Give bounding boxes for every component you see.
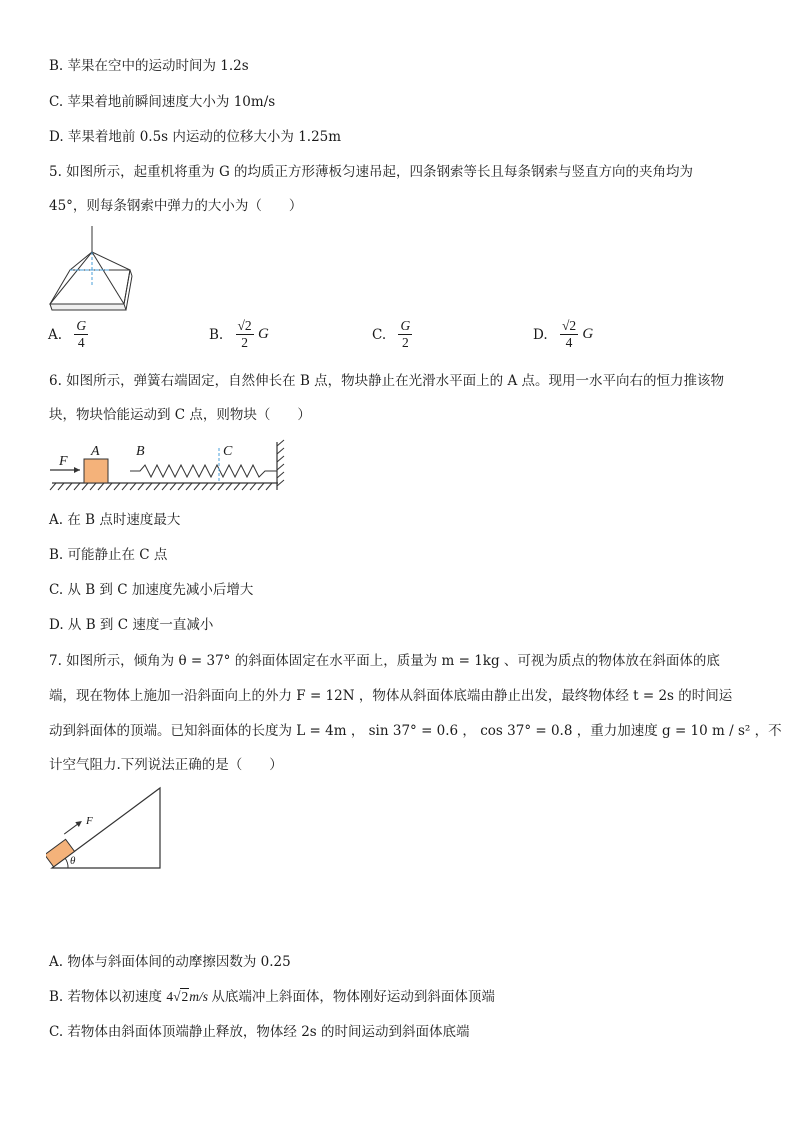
denominator: 2 [241,335,248,350]
numerator: G [76,318,87,333]
suffix-symbol: G [257,326,269,342]
point-b-label: B [136,444,145,459]
q6-option-b: B. 可能静止在 C 点 [49,547,168,563]
q5-stem-line1: 5. 如图所示，起重机将重为 G 的均质正方形薄板匀速吊起，四条钢索等长且每条钢索与竖直方向的夹角均为 [49,164,694,180]
fraction [398,318,412,351]
wall-hatch [277,440,284,486]
q7-option-c: C. 若物体由斜面体顶端静止释放，物体经 2s 的时间运动到斜面体底端 [49,1024,470,1040]
numerator: √2 [237,318,252,333]
spring-block-figure [46,436,296,494]
q4-option-c: C. 苹果着地前瞬间速度大小为 10m/s [49,94,276,110]
fraction [74,318,88,351]
q5-option-d [533,318,593,351]
point-c-label: C [223,444,233,459]
denominator: 4 [565,335,573,350]
numerator: G [400,318,411,333]
q5-option-b [209,318,269,351]
option-label: C. [372,326,387,343]
block-label: A [91,444,100,459]
incline-figure [46,784,166,874]
option-label: B. [209,326,224,343]
force-label: F [59,454,68,469]
q5-option-a [48,318,88,351]
q5-option-c [372,318,412,351]
force-label: F [86,815,93,827]
fraction [236,318,254,351]
q7-stem-line2: 端，现在物体上施加一沿斜面向上的外力 F = 12N ，物体从斜面体底端由静止出发，最终物体经 t = 2s 的时间运 [49,688,733,704]
q6-stem-line2: 块，物块恰能运动到 C 点，则物块（ ） [49,407,311,423]
suffix-symbol: G [582,326,594,342]
speed-radicand: 2 [181,989,189,1004]
speed-unit: m/s [189,989,208,1004]
q5-stem-line2: 45°，则每条钢索中弹力的大小为（ ） [49,198,303,214]
initial-speed-value: 4√2m/s [166,989,208,1004]
numerator: √2 [561,318,577,333]
q7-option-a: A. 物体与斜面体间的动摩擦因数为 0.25 [49,954,291,970]
q4-option-b: B. 苹果在空中的运动时间为 1.2s [49,58,249,74]
denominator: 2 [401,335,409,350]
q7-stem-line3: 动到斜面体的顶端。已知斜面体的长度为 L = 4m ， sin 37° = 0.6 ， cos 37° = 0.8 ，重力加速度 g = 10 m / s² ，不 [49,723,782,739]
option-b-suffix: 从底端冲上斜面体，物体刚好运动到斜面体顶端 [211,989,495,1005]
q7-stem-line1: 7. 如图所示，倾角为 θ = 37° 的斜面体固定在水平面上，质量为 m = 1kg 、可视为质点的物体放在斜面体的底 [49,653,720,669]
q6-option-c: C. 从 B 到 C 加速度先减小后增大 [49,582,254,598]
fraction [560,318,578,351]
q6-stem-line1: 6. 如图所示，弹簧右端固定，自然伸长在 B 点，物块静止在光滑水平面上的 A 点。现用一水平向右的恒力推该物 [49,373,725,389]
q7-option-b [49,987,495,1007]
q7-stem-line4: 计空气阻力.下列说法正确的是（ ） [49,757,283,773]
q4-option-d: D. 苹果着地前 0.5s 内运动的位移大小为 1.25m [49,129,342,145]
option-label: D. [533,326,548,343]
denominator: 4 [77,335,85,350]
crane-plate-figure [46,224,156,316]
option-b-prefix: B. 若物体以初速度 [49,989,163,1005]
ground-hatch [50,483,272,490]
q6-option-a: A. 在 B 点时速度最大 [49,512,181,528]
option-label: A. [48,326,63,343]
angle-label: θ [70,855,76,867]
speed-coefficient: 4 [166,989,174,1004]
q6-option-d: D. 从 B 到 C 速度一直减小 [49,617,214,633]
